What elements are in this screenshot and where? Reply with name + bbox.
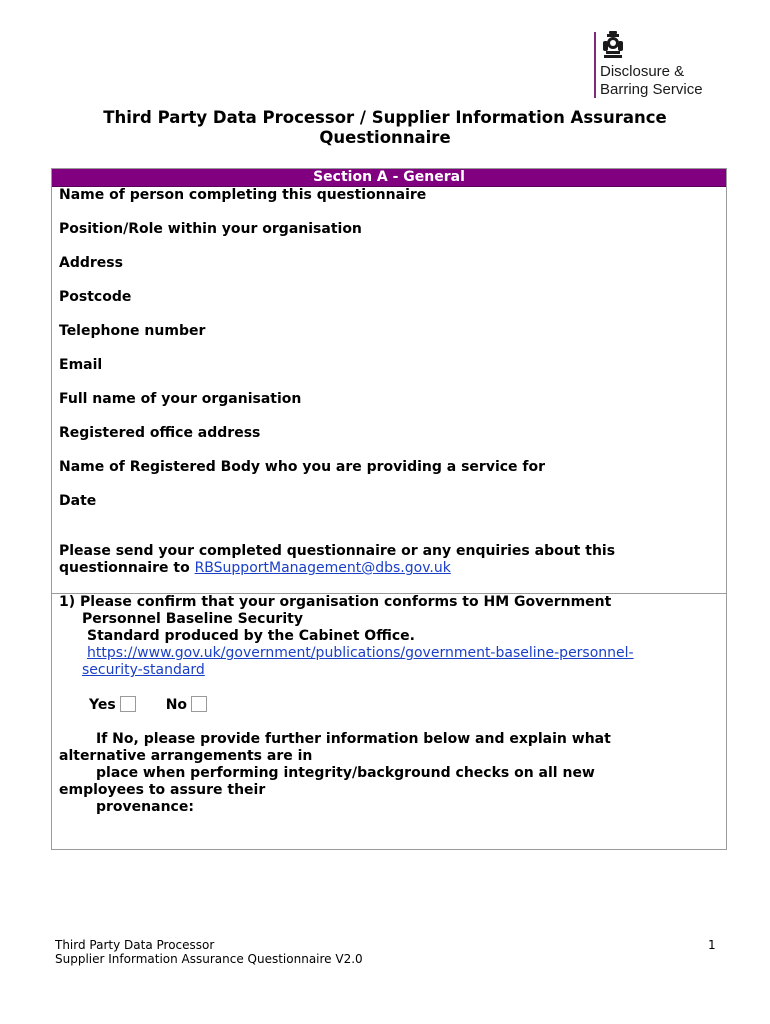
field-label-registered-office[interactable]: Registered office address (59, 425, 261, 441)
section-a-fields (59, 187, 719, 527)
page-footer (55, 938, 363, 966)
logo-accent-bar (594, 32, 596, 98)
yes-no-options (89, 696, 207, 714)
document-title (40, 108, 730, 148)
send-text-line2 (59, 560, 719, 577)
send-instructions (59, 543, 719, 577)
field-label-address[interactable]: Address (59, 255, 123, 271)
send-text-line1: Please send your completed questionnaire or any enquiries about this (59, 543, 616, 559)
baseline-standard-link-cont[interactable]: security-standard (82, 662, 205, 678)
field-label-name[interactable]: Name of person completing this questionnaire (59, 187, 427, 203)
field-label-position[interactable]: Position/Role within your organisation (59, 221, 362, 237)
if-no-instructions (59, 731, 719, 816)
field-label-date[interactable]: Date (59, 493, 97, 509)
section-a-header: Section A - General (52, 169, 726, 187)
field-label-telephone[interactable]: Telephone number (59, 323, 206, 339)
royal-crest-icon (600, 30, 626, 60)
logo-text-line1: Disclosure & (600, 63, 685, 80)
support-email-link[interactable]: RBSupportManagement@dbs.gov.uk (194, 560, 451, 576)
send-text-prefix: questionnaire to (59, 560, 190, 576)
ifno-line2: alternative arrangements are in (59, 748, 313, 764)
ifno-line3: place when performing integrity/background checks on all new (96, 765, 595, 781)
baseline-standard-link[interactable]: https://www.gov.uk/government/publications/government-baseline-personnel- (87, 645, 634, 661)
question-1-line3: Standard produced by the Cabinet Office. (87, 628, 415, 644)
question-1-text (59, 594, 719, 679)
section-a-table (51, 168, 727, 594)
question-1-box (51, 593, 727, 850)
question-1-line2: Personnel Baseline Security (82, 611, 303, 627)
field-label-email[interactable]: Email (59, 357, 103, 373)
page-number: 1 (708, 938, 716, 952)
field-label-postcode[interactable]: Postcode (59, 289, 132, 305)
field-label-registered-body[interactable]: Name of Registered Body who you are providing a service for (59, 459, 546, 475)
yes-label: Yes (89, 697, 116, 713)
footer-line1: Third Party Data Processor (55, 938, 215, 952)
dbs-logo (594, 30, 724, 102)
question-1-line1: 1) Please confirm that your organisation conforms to HM Government (59, 594, 612, 610)
footer-line2: Supplier Information Assurance Questionnaire V2.0 (55, 952, 363, 966)
no-checkbox[interactable] (191, 696, 207, 712)
no-label: No (165, 697, 188, 713)
yes-checkbox[interactable] (120, 696, 136, 712)
field-label-organisation[interactable]: Full name of your organisation (59, 391, 302, 407)
logo-text (600, 63, 703, 99)
title-line1: Third Party Data Processor / Supplier Information Assurance (103, 108, 667, 127)
title-line2: Questionnaire (319, 128, 451, 147)
ifno-line1: If No, please provide further information below and explain what (96, 731, 611, 747)
logo-text-line2: Barring Service (600, 81, 703, 98)
ifno-line4: employees to assure their (59, 782, 266, 798)
ifno-line5: provenance: (96, 799, 194, 815)
